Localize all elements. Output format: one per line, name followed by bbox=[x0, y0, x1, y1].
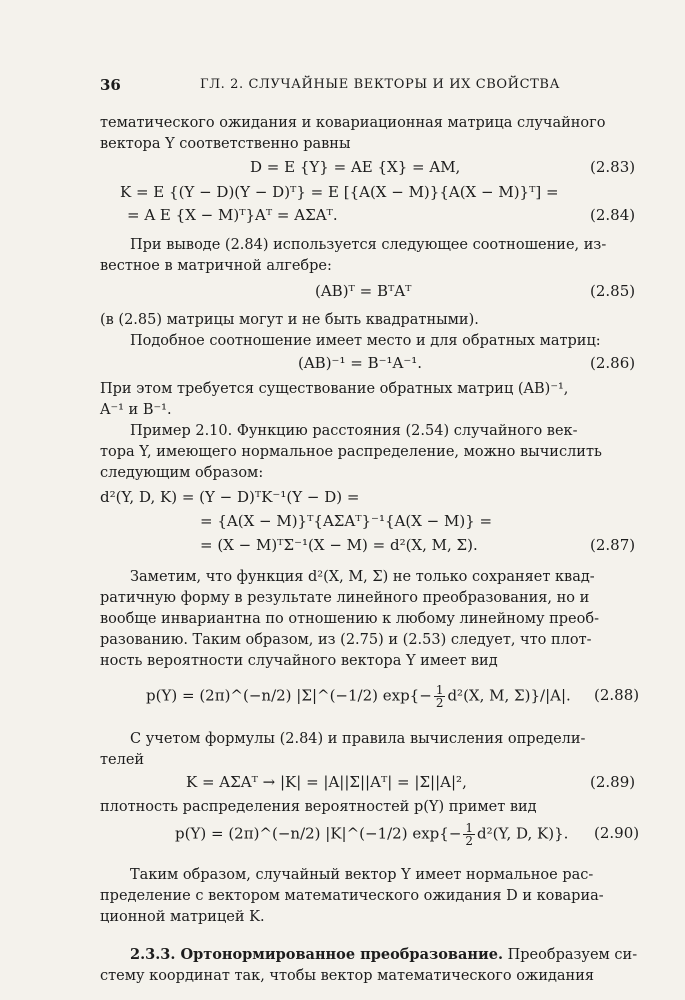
running-title: ГЛ. 2. СЛУЧАЙНЫЕ ВЕКТОРЫ И ИХ СВОЙСТВА bbox=[200, 77, 561, 92]
equation-2-86 bbox=[0, 352, 685, 378]
fraction-denominator: 2 bbox=[465, 834, 474, 848]
text-line: Заметим, что функция d²(X, M, Σ) не только сохраняет квад- bbox=[130, 569, 595, 585]
equation-number: (2.87) bbox=[590, 536, 636, 554]
text-line: вектора Y соответственно равны bbox=[100, 136, 351, 152]
equation-2-89 bbox=[0, 771, 685, 797]
equation-body: d²(Y, D, K) = (Y − D)ᵀK⁻¹(Y − D) = bbox=[100, 488, 360, 506]
fraction-numerator: 1 bbox=[465, 821, 474, 835]
fraction-numerator: 1 bbox=[435, 683, 444, 697]
text-line: пределение с вектором математического ожидания D и ковариа- bbox=[100, 888, 604, 904]
text-line: тора Y, имеющего нормальное распределение, можно вычислить bbox=[100, 444, 602, 460]
text-line: вообще инвариантна по отношению к любому линейному преоб- bbox=[100, 611, 599, 627]
text-line: ность вероятности случайного вектора Y имеет вид bbox=[100, 653, 498, 669]
page-header bbox=[0, 74, 685, 100]
text-line: телей bbox=[100, 752, 145, 768]
fraction bbox=[463, 822, 475, 847]
text-line: Таким образом, случайный вектор Y имеет нормальное рас- bbox=[130, 867, 594, 883]
equation-body bbox=[175, 822, 568, 847]
equation-body: = (X − M)ᵀΣ⁻¹(X − M) = d²(X, M, Σ). bbox=[200, 536, 478, 554]
equation-body: K = AΣAᵀ → |K| = |A||Σ||Aᵀ| = |Σ||A|², bbox=[186, 773, 467, 791]
text-line: ционной матрицей K. bbox=[100, 909, 265, 925]
equation-2-87-line3 bbox=[0, 534, 685, 560]
text-line: A⁻¹ и B⁻¹. bbox=[100, 402, 172, 418]
text-line: разованию. Таким образом, из (2.75) и (2.53) следует, что плот- bbox=[100, 632, 592, 648]
equation-part: d²(X, M, Σ)}/|A|. bbox=[447, 686, 571, 705]
equation-body: K = E {(Y − D)(Y − D)ᵀ} = E [{A(X − M)}{A(X − M)}ᵀ] = bbox=[120, 183, 559, 201]
equation-number: (2.84) bbox=[590, 206, 636, 224]
equation-number: (2.90) bbox=[594, 824, 640, 842]
page-number: 36 bbox=[100, 76, 121, 94]
text-line: плотность распределения вероятностей p(Y) примет вид bbox=[100, 799, 537, 815]
equation-2-83 bbox=[0, 156, 685, 182]
fraction-denominator: 2 bbox=[435, 696, 444, 710]
text-line: Пример 2.10. Функцию расстояния (2.54) случайного век- bbox=[130, 423, 578, 439]
text-line: С учетом формулы (2.84) и правила вычисления определи- bbox=[130, 731, 586, 747]
equation-2-88 bbox=[0, 680, 685, 714]
equation-body: (AB)⁻¹ = B⁻¹A⁻¹. bbox=[298, 354, 423, 372]
equation-number: (2.83) bbox=[590, 158, 636, 176]
section-text: Преобразуем си- bbox=[507, 947, 638, 963]
equation-2-87-line1 bbox=[0, 486, 685, 512]
text-line: следующим образом: bbox=[100, 465, 264, 481]
equation-body: D = E {Y} = AE {X} = AM, bbox=[250, 158, 461, 176]
equation-part: p(Y) = (2π)^(−n/2) |K|^(−1/2) exp{− bbox=[175, 824, 462, 843]
text-line: При этом требуется существование обратных матриц (AB)⁻¹, bbox=[100, 381, 569, 397]
equation-body bbox=[146, 684, 571, 709]
text-line: (в (2.85) матрицы могут и не быть квадратными). bbox=[100, 312, 479, 328]
equation-body: = {A(X − M)}ᵀ{AΣAᵀ}⁻¹{A(X − M)} = bbox=[200, 512, 493, 530]
equation-2-90 bbox=[0, 818, 685, 852]
section-title: 2.3.3. Ортонормированное преобразование. bbox=[130, 946, 503, 963]
equation-body: (AB)ᵀ = BᵀAᵀ bbox=[315, 282, 412, 300]
fraction bbox=[434, 684, 446, 709]
equation-number: (2.89) bbox=[590, 773, 636, 791]
equation-2-87-line2 bbox=[0, 510, 685, 536]
equation-number: (2.85) bbox=[590, 282, 636, 300]
equation-part: d²(Y, D, K)}. bbox=[477, 824, 569, 843]
equation-number: (2.88) bbox=[594, 686, 640, 704]
text-line: вестное в матричной алгебре: bbox=[100, 258, 332, 274]
equation-body: = A E {X − M)ᵀ}Aᵀ = AΣAᵀ. bbox=[127, 206, 338, 224]
equation-2-85 bbox=[0, 280, 685, 306]
text-line: Подобное соотношение имеет место и для обратных матриц: bbox=[130, 333, 601, 349]
text-line: стему координат так, чтобы вектор математического ожидания bbox=[100, 968, 595, 984]
equation-number: (2.86) bbox=[590, 354, 636, 372]
equation-part: p(Y) = (2π)^(−n/2) |Σ|^(−1/2) exp{− bbox=[146, 686, 432, 705]
text-line: тематического ожидания и ковариационная матрица случайного bbox=[100, 115, 606, 131]
text-line: ратичную форму в результате линейного преобразования, но и bbox=[100, 590, 590, 606]
section-line bbox=[130, 944, 637, 966]
equation-2-84-line2 bbox=[0, 204, 685, 230]
text-line: При выводе (2.84) используется следующее соотношение, из- bbox=[130, 237, 607, 253]
